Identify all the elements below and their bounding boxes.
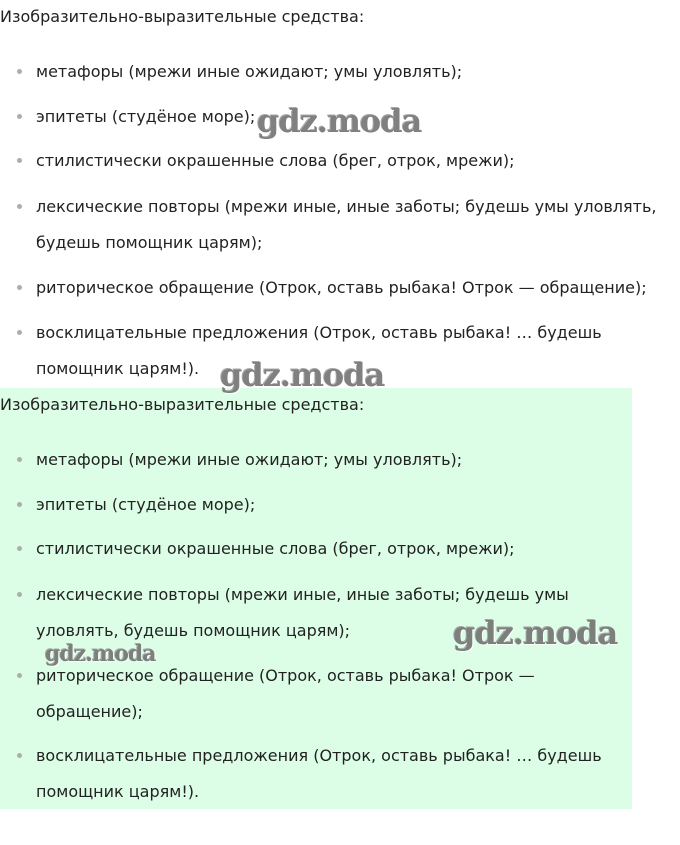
list-item: стилистически окрашенные слова (брег, отрок, мрежи); [36,531,611,567]
list-item: метафоры (мрежи иные ожидают; умы уловлять); [36,442,611,478]
list-item: лексические повторы (мрежи иные, иные заботы; будешь умы уловлять, будешь помощник царям); [36,577,611,649]
list-item: риторическое обращение (Отрок, оставь рыбака! Отрок — обращение); [36,270,664,306]
list-item: эпитеты (студёное море); [36,487,611,523]
bullet-icon [17,330,22,335]
bullet-icon [17,592,22,597]
bullet-icon [17,673,22,678]
list-item: риторическое обращение (Отрок, оставь рыбака! Отрок — обращение); [36,658,611,730]
answer-block-plain [0,0,680,388]
list-item: эпитеты (студёное море); [36,99,636,135]
list-item: метафоры (мрежи иные ожидают; умы уловлять); [36,54,636,90]
bullet-icon [17,69,22,74]
bullet-icon [17,457,22,462]
answer-block-highlighted [0,388,632,809]
watermark-logo: gdz.moda [257,102,422,140]
watermark-logo: gdz.moda [453,614,618,652]
list-item: восклицательные предложения (Отрок, оставь рыбака! … будешь помощник царям!). [36,315,636,387]
bullet-icon [17,753,22,758]
section-heading: Изобразительно-выразительные средства: [0,7,365,26]
watermark-logo: gdz.moda [45,641,156,667]
bullet-icon [17,204,22,209]
bullet-icon [17,285,22,290]
watermark-logo: gdz.moda [220,356,385,394]
list-item: восклицательные предложения (Отрок, оставь рыбака! … будешь помощник царям!). [36,738,611,810]
list-item: лексические повторы (мрежи иные, иные заботы; будешь умы уловлять, будешь помощник царям); [36,189,664,261]
list-item: стилистически окрашенные слова (брег, отрок, мрежи); [36,143,636,179]
bullet-icon [17,502,22,507]
bullet-icon [17,158,22,163]
bullet-icon [17,546,22,551]
section-heading: Изобразительно-выразительные средства: [0,395,365,414]
bullet-icon [17,114,22,119]
